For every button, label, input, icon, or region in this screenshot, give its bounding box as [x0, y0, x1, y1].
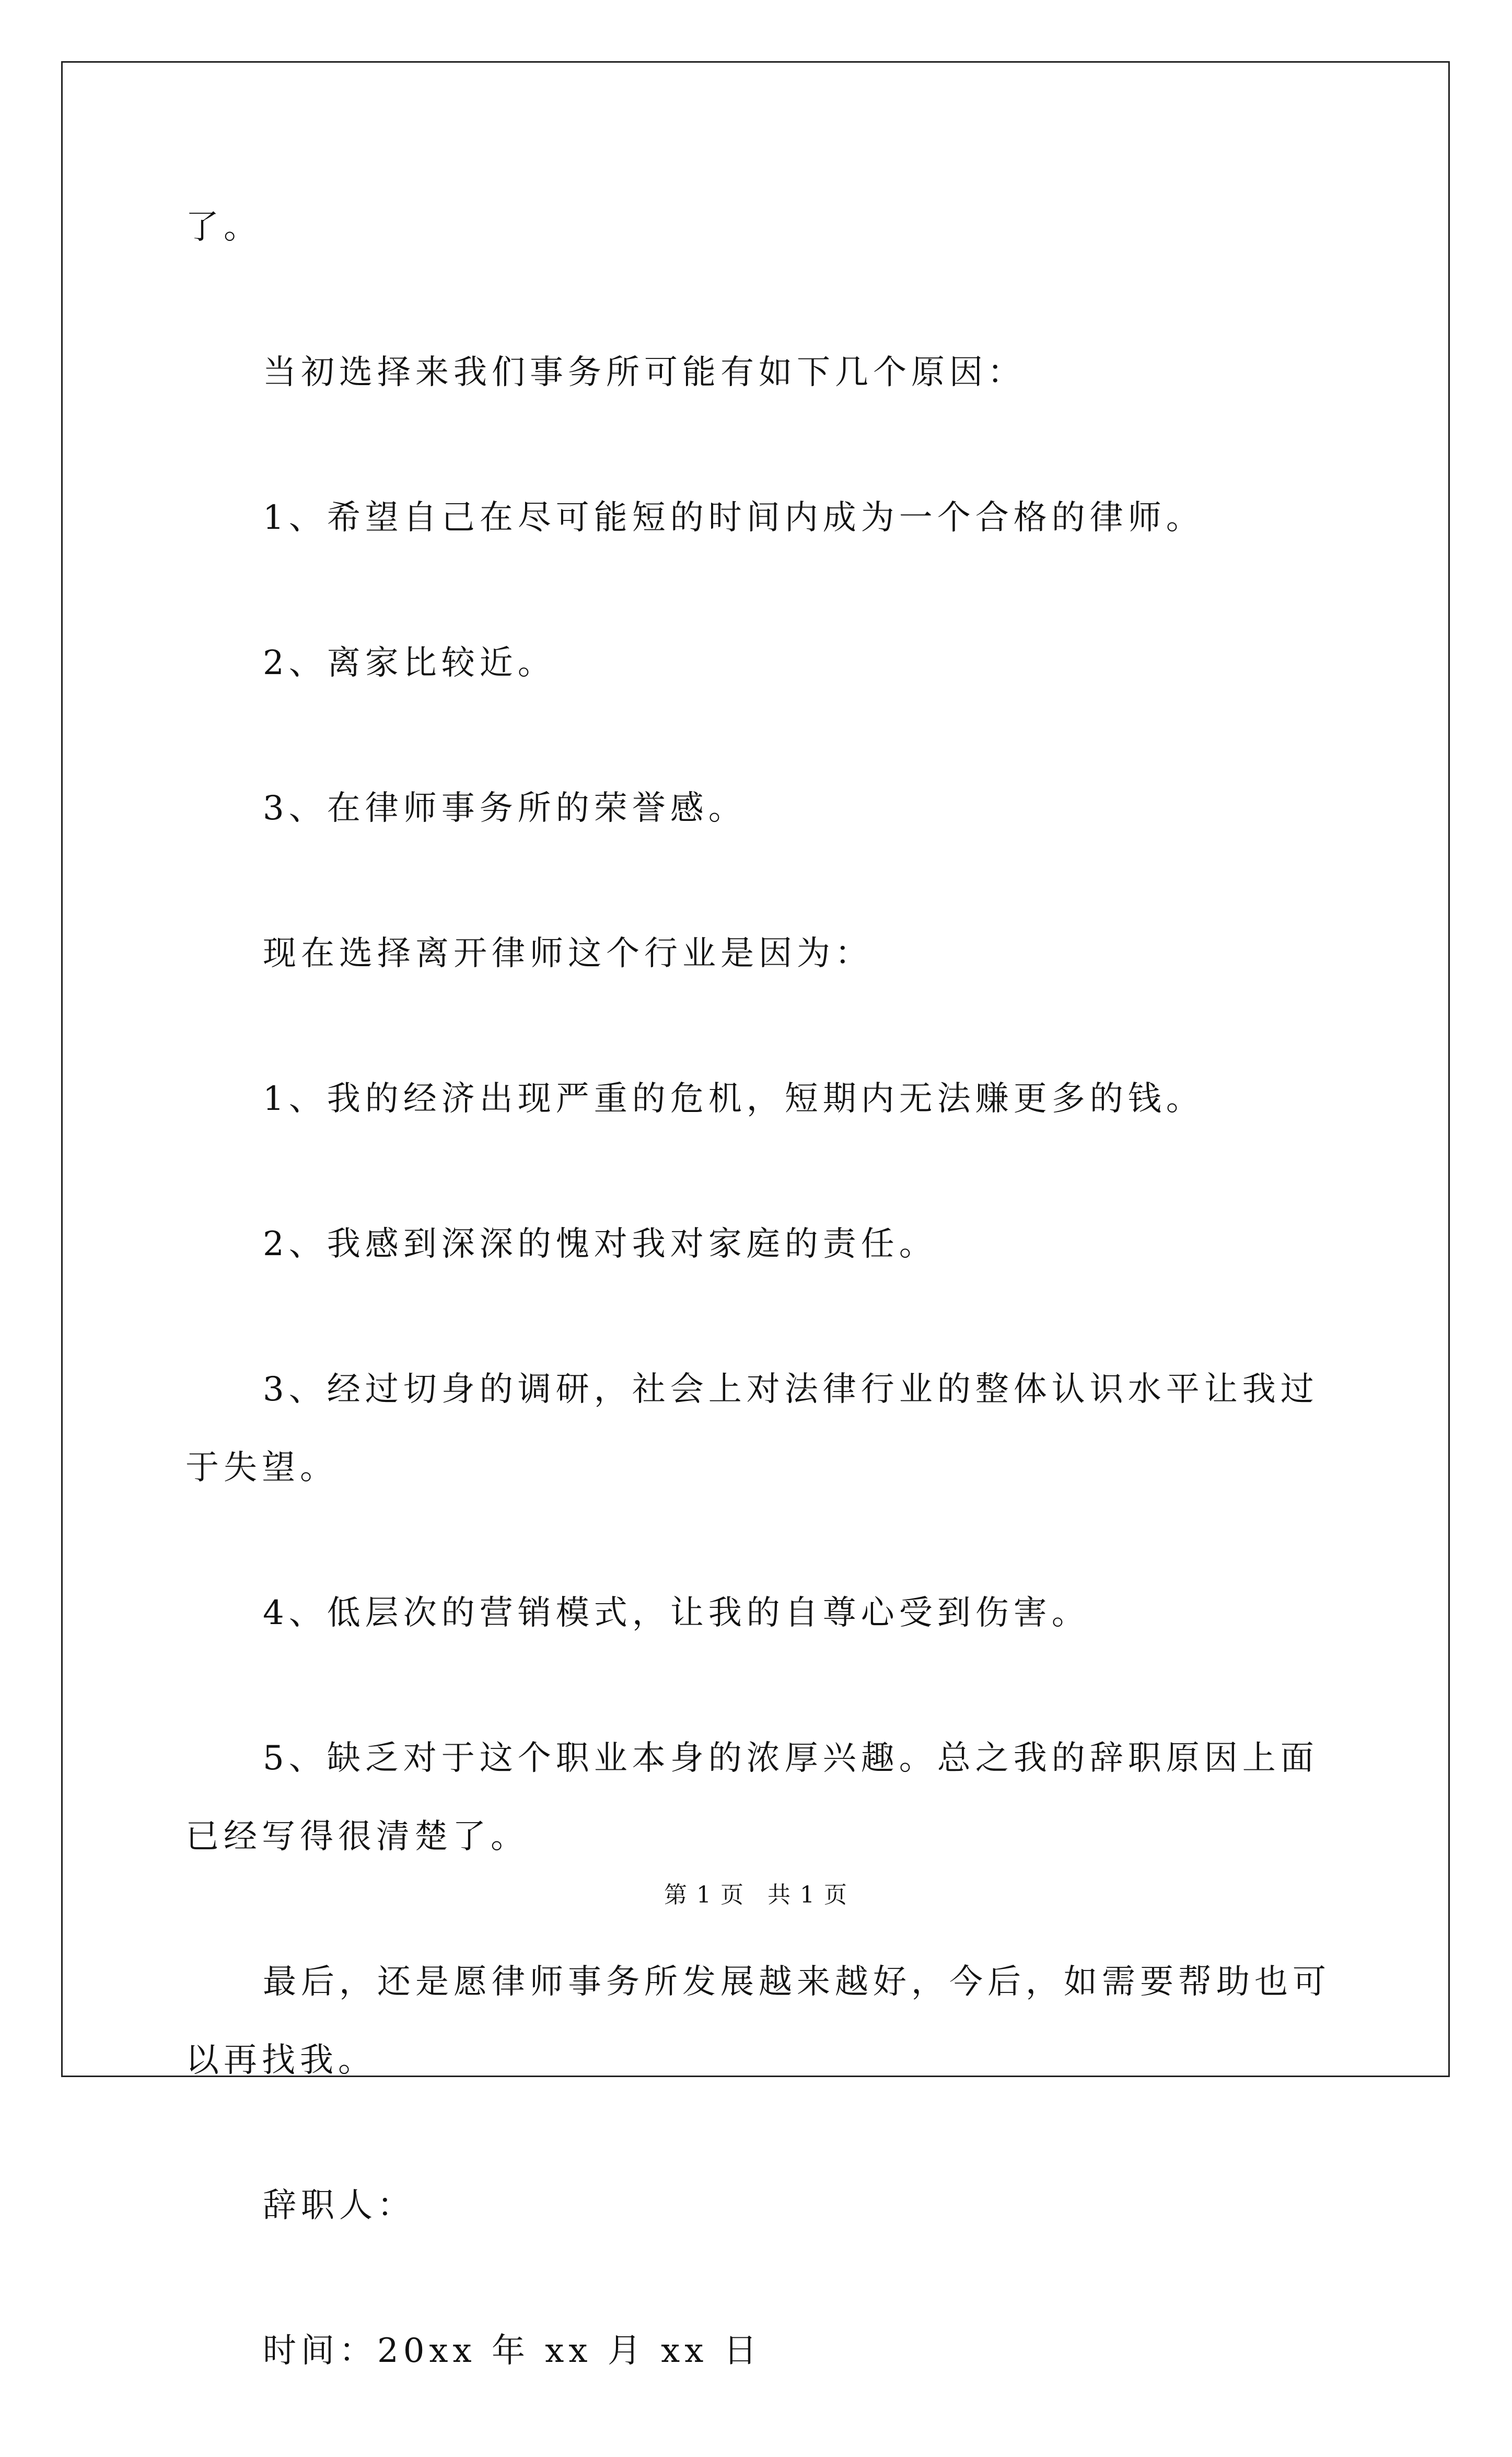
paragraph: 2、我感到深深的愧对我对家庭的责任。: [263, 1225, 937, 1264]
paragraph: 1、希望自己在尽可能短的时间内成为一个合格的律师。: [263, 499, 1204, 537]
paragraph: 了。: [185, 208, 262, 247]
paragraph: 5、缺乏对于这个职业本身的浓厚兴趣。总之我的辞职原因上面已经写得很清楚了。: [185, 1739, 1319, 1856]
signature-label: 辞职人：: [263, 2186, 415, 2225]
page-footer: [0, 1876, 1512, 1909]
page-number: 第 1 页: [664, 1882, 745, 1908]
paragraph: 现在选择离开律师这个行业是因为：: [263, 934, 873, 973]
paragraph: 3、在律师事务所的荣誉感。: [263, 789, 747, 828]
paragraph: 最后，还是愿律师事务所发展越来越好，今后，如需要帮助也可以再找我。: [185, 1963, 1331, 2080]
date-line: 时间：20xx 年 xx 月 xx 日: [263, 2332, 762, 2370]
paragraph: 3、经过切身的调研，社会上对法律行业的整体认识水平让我过于失望。: [185, 1370, 1319, 1487]
paragraph: 4、低层次的营销模式，让我的自尊心受到伤害。: [263, 1594, 1090, 1632]
paragraph: 1、我的经济出现严重的危机，短期内无法赚更多的钱。: [263, 1080, 1204, 1118]
page-total: 共 1 页: [767, 1882, 848, 1908]
paragraph: 2、离家比较近。: [263, 644, 556, 682]
document-body: [185, 188, 1335, 2457]
paragraph: 当初选择来我们事务所可能有如下几个原因：: [263, 353, 1026, 392]
